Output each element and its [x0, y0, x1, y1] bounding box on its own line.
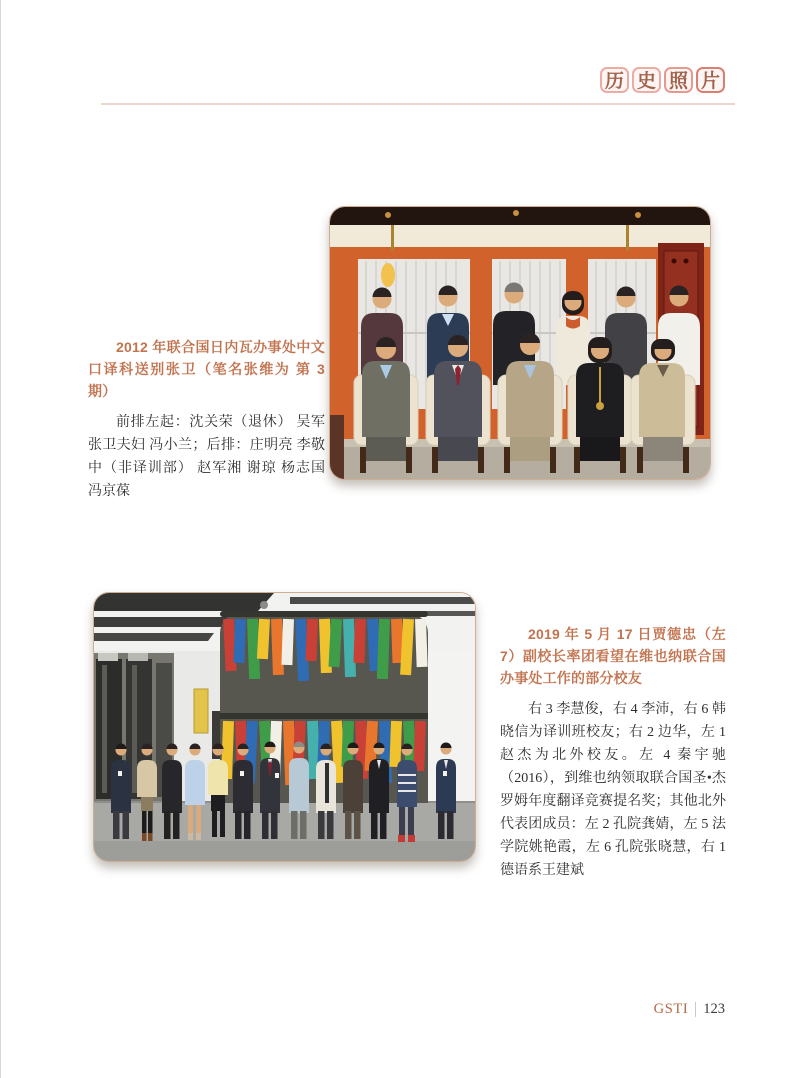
- section-header: [600, 67, 725, 93]
- header-char-box: 历: [600, 67, 629, 93]
- header-char-box: 片: [696, 67, 725, 93]
- page-number: 123: [703, 1001, 725, 1017]
- header-char-box: 史: [632, 67, 661, 93]
- caption-2012-body: 前排左起：沈关荣（退休） 吴军 张卫夫妇 冯小兰；后排：庄明亮 李敬中（非译训部） 赵军湘 谢琼 杨志国 冯京葆: [88, 415, 325, 499]
- caption-2019-body: 右 3 李慧俊，右 4 李沛，右 6 韩晓信为译训班校友；右 2 边华，左 1 赵杰为北外校友。左 4 秦宇驰（2016），到维也纳领取联合国圣•杰罗姆年度翻译竞赛提名奖；其他北外代表团成员：左 2 孔院龚婧，左 5 法学院姚艳霞，左 6 孔院张晓慧，右 1 德语系王建斌: [500, 702, 726, 878]
- photo-illustration-2012: [330, 207, 710, 479]
- group-photo-geneva-2012: [329, 206, 711, 480]
- caption-2012: [88, 336, 325, 503]
- footer-brand: GSTI: [653, 1001, 689, 1017]
- caption-2019: [500, 623, 726, 882]
- page-footer: [654, 1001, 725, 1018]
- header-char-box: 照: [664, 67, 693, 93]
- caption-2019-title: 2019 年 5 月 17 日贾德忠（左 7）副校长率团看望在维也纳联合国办事处工作的部分校友: [500, 626, 726, 686]
- photo-illustration-2019: [94, 593, 475, 861]
- caption-2012-title: 2012 年联合国日内瓦办事处中文口译科送别张卫（笔名张维为 第 3 期）: [88, 339, 325, 399]
- group-photo-vienna-2019: [93, 592, 476, 862]
- footer-divider: [695, 1002, 696, 1017]
- header-rule: [101, 103, 735, 105]
